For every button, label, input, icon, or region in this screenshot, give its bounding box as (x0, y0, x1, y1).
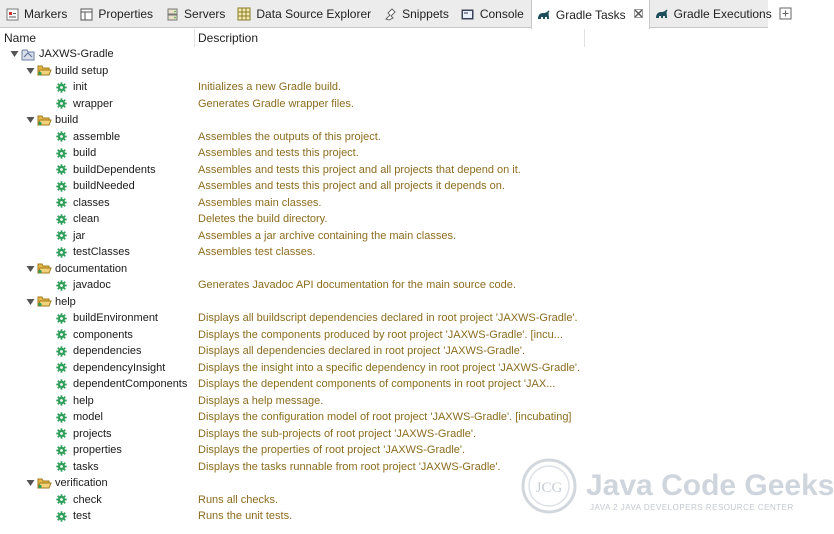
task-name: clean (73, 213, 100, 225)
tab-properties[interactable] (74, 0, 160, 28)
tab-label: Gradle Executions (673, 7, 772, 21)
task-name: projects (73, 427, 112, 440)
group-name: verification (55, 477, 108, 489)
task-description: Displays the dependent components of components in root project 'JAX... (198, 378, 556, 390)
expand-chevron-icon[interactable] (25, 264, 35, 274)
task-gear-icon (55, 362, 67, 374)
task-name: help (73, 394, 94, 407)
name-cell (0, 426, 195, 443)
task-row[interactable] (0, 228, 768, 245)
name-cell (0, 508, 195, 525)
tab-label: Console (479, 7, 524, 21)
task-name: classes (73, 196, 110, 209)
task-row[interactable] (0, 376, 768, 393)
expand-chevron-icon[interactable] (25, 297, 35, 307)
gradle-icon (537, 8, 551, 22)
task-description: Assembles test classes. (198, 246, 316, 258)
gradle-icon (655, 7, 669, 21)
task-gear-icon (55, 279, 67, 291)
name-cell (0, 409, 195, 426)
properties-icon (79, 7, 93, 21)
task-name: init (73, 81, 88, 93)
task-name: tasks (73, 460, 99, 473)
task-description: Assembles the outputs of this project. (198, 130, 381, 143)
open-folder-icon (37, 262, 52, 275)
task-description: Displays the configuration model of root project 'JAXWS-Gradle'. [incubating] (198, 411, 572, 423)
task-group-row[interactable] (0, 112, 768, 129)
name-cell (0, 492, 195, 509)
task-row[interactable] (0, 310, 768, 327)
task-group-row[interactable] (0, 294, 768, 311)
group-name: build setup (55, 64, 109, 77)
tab-servers[interactable] (160, 0, 232, 28)
task-description: Assembles and tests this project and all projects it depends on. (198, 180, 505, 192)
name-cell (0, 327, 195, 344)
servers-icon (165, 7, 179, 21)
tab-label: Snippets (402, 7, 449, 21)
task-row[interactable] (0, 178, 768, 195)
project-folder-icon (21, 48, 36, 61)
task-gear-icon (55, 98, 67, 110)
group-name: help (55, 295, 76, 308)
task-description: Displays the components produced by root project 'JAXWS-Gradle'. [incu... (198, 328, 563, 341)
tab-data-source-explorer[interactable] (232, 0, 378, 28)
task-gear-icon (55, 395, 67, 407)
task-description: Initializes a new Gradle build. (198, 81, 342, 93)
tab-label: Data Source Explorer (256, 7, 372, 21)
project-row[interactable] (0, 46, 768, 63)
task-name: build (73, 147, 97, 159)
name-column-header[interactable]: Name (0, 29, 195, 47)
task-description: Displays all buildscript dependencies declared in root project 'JAXWS-Gradle'. (198, 312, 578, 324)
name-cell (0, 475, 195, 492)
task-description: Generates Javadoc API documentation for the main source code. (198, 279, 516, 291)
close-tab-icon[interactable] (634, 9, 643, 21)
name-cell (0, 393, 195, 410)
open-folder-icon (37, 477, 52, 490)
task-gear-icon (55, 312, 67, 324)
task-description: Assembles and tests this project. (198, 147, 359, 159)
task-row[interactable] (0, 409, 768, 426)
task-row[interactable] (0, 211, 768, 228)
task-row[interactable] (0, 145, 768, 162)
task-name: dependencies (73, 345, 142, 357)
task-row[interactable] (0, 195, 768, 212)
name-cell (0, 112, 195, 129)
task-name: buildEnvironment (73, 312, 158, 324)
expand-chevron-icon[interactable] (25, 478, 35, 488)
name-cell (0, 96, 195, 113)
task-description: Generates Gradle wrapper files. (198, 97, 354, 110)
open-folder-icon (37, 114, 52, 127)
name-cell (0, 46, 195, 63)
task-gear-icon (55, 428, 67, 440)
task-name: test (73, 510, 91, 522)
tab-label: Markers (24, 7, 68, 21)
name-cell (0, 343, 195, 360)
name-cell (0, 162, 195, 179)
task-gear-icon (55, 378, 67, 390)
markers-icon (5, 7, 19, 21)
task-row[interactable] (0, 162, 768, 179)
task-name: wrapper (73, 97, 113, 110)
task-name: testClasses (73, 246, 130, 258)
task-gear-icon (55, 197, 67, 209)
description-column-header[interactable]: Description (195, 29, 585, 47)
task-gear-icon (55, 510, 67, 522)
task-name: components (73, 328, 133, 341)
group-name: build (55, 114, 79, 126)
task-gear-icon (55, 494, 67, 506)
task-description (198, 294, 588, 311)
name-cell (0, 310, 195, 327)
name-cell (0, 360, 195, 377)
gradle-tasks-tree (0, 46, 768, 525)
name-cell (0, 79, 195, 96)
task-description (198, 112, 588, 129)
task-description: Runs the unit tests. (198, 510, 293, 522)
task-gear-icon (55, 213, 67, 225)
new-view-icon[interactable] (779, 7, 793, 21)
task-gear-icon (55, 444, 67, 456)
task-description: Displays all dependencies declared in root project 'JAXWS-Gradle'. (198, 345, 526, 357)
task-row[interactable] (0, 79, 768, 96)
task-gear-icon (55, 164, 67, 176)
name-cell (0, 459, 195, 476)
task-row[interactable] (0, 426, 768, 443)
task-gear-icon (55, 246, 67, 258)
name-cell (0, 261, 195, 278)
name-cell (0, 376, 195, 393)
tab-label: Gradle Tasks (555, 7, 626, 22)
task-name: buildNeeded (73, 180, 135, 192)
task-row[interactable] (0, 277, 768, 294)
name-cell (0, 244, 195, 261)
task-gear-icon (55, 147, 67, 159)
tab-label: Servers (184, 7, 226, 21)
name-cell (0, 211, 195, 228)
watermark-subtitle: JAVA 2 JAVA DEVELOPERS RESOURCE CENTER (590, 503, 794, 512)
watermark-title: Java Code Geeks (586, 469, 834, 502)
tab-label: Properties (98, 7, 154, 21)
task-gear-icon (55, 329, 67, 341)
task-description: Deletes the build directory. (198, 213, 328, 225)
task-row[interactable] (0, 360, 768, 377)
task-description (198, 46, 588, 63)
task-name: buildDependents (73, 163, 156, 176)
task-description (198, 261, 588, 278)
task-name: properties (73, 444, 122, 456)
task-group-row[interactable] (0, 63, 768, 80)
task-gear-icon (55, 230, 67, 242)
name-cell (0, 63, 195, 80)
tab-gradle-executions[interactable] (650, 0, 779, 28)
tab-console[interactable] (456, 0, 531, 28)
task-gear-icon (55, 81, 67, 93)
tab-gradle-tasks[interactable] (531, 0, 650, 29)
name-cell (0, 228, 195, 245)
task-name: dependentComponents (73, 378, 188, 390)
task-description (198, 63, 588, 80)
task-gear-icon (55, 345, 67, 357)
task-name: check (73, 493, 102, 506)
group-name: JAXWS-Gradle (39, 48, 114, 60)
task-row[interactable] (0, 327, 768, 344)
task-description: Assembles a jar archive containing the main classes. (198, 229, 457, 242)
name-cell (0, 294, 195, 311)
name-cell (0, 277, 195, 294)
open-folder-icon (37, 64, 52, 77)
name-cell (0, 442, 195, 459)
jcg-logo-text: JCG (535, 480, 563, 496)
view-tab-bar (0, 0, 772, 28)
task-description: Displays the sub-projects of root project 'JAXWS-Gradle'. (198, 427, 477, 440)
tab-snippets[interactable] (378, 0, 456, 28)
expand-chevron-icon[interactable] (25, 66, 35, 76)
task-name: assemble (73, 130, 121, 143)
task-name: dependencyInsight (73, 361, 166, 374)
name-cell (0, 178, 195, 195)
name-cell (0, 129, 195, 146)
data-source-icon (237, 7, 251, 21)
expand-chevron-icon[interactable] (9, 49, 19, 59)
task-description: Assembles main classes. (198, 196, 322, 209)
task-description: Displays a help message. (198, 394, 324, 407)
task-gear-icon (55, 461, 67, 473)
task-description: Displays the properties of root project 'JAXWS-Gradle'. (198, 444, 466, 456)
task-row[interactable] (0, 244, 768, 261)
console-icon (461, 7, 475, 21)
java-code-geeks-watermark (520, 455, 834, 525)
task-name: javadoc (73, 279, 111, 291)
expand-chevron-icon[interactable] (25, 115, 35, 125)
tab-markers[interactable] (0, 0, 74, 28)
task-gear-icon (55, 411, 67, 423)
open-folder-icon (37, 295, 52, 308)
jcg-logo-icon (520, 457, 578, 515)
name-cell (0, 145, 195, 162)
task-description: Displays the tasks runnable from root project 'JAXWS-Gradle'. (198, 460, 501, 473)
task-row[interactable] (0, 343, 768, 360)
task-group-row[interactable] (0, 261, 768, 278)
task-description: Runs all checks. (198, 493, 279, 506)
task-gear-icon (55, 131, 67, 143)
task-gear-icon (55, 180, 67, 192)
task-row[interactable] (0, 96, 768, 113)
group-name: documentation (55, 262, 128, 275)
task-description: Displays the insight into a specific dependency in root project 'JAXWS-Gradle'. (198, 361, 581, 374)
task-row[interactable] (0, 129, 768, 146)
name-cell (0, 195, 195, 212)
task-description: Assembles and tests this project and all projects that depend on it. (198, 163, 521, 176)
column-header-bar (0, 29, 768, 47)
view-toolbar (779, 0, 799, 27)
task-name: model (73, 411, 103, 423)
task-row[interactable] (0, 393, 768, 410)
task-name: jar (73, 229, 86, 242)
snippets-icon (383, 7, 397, 21)
